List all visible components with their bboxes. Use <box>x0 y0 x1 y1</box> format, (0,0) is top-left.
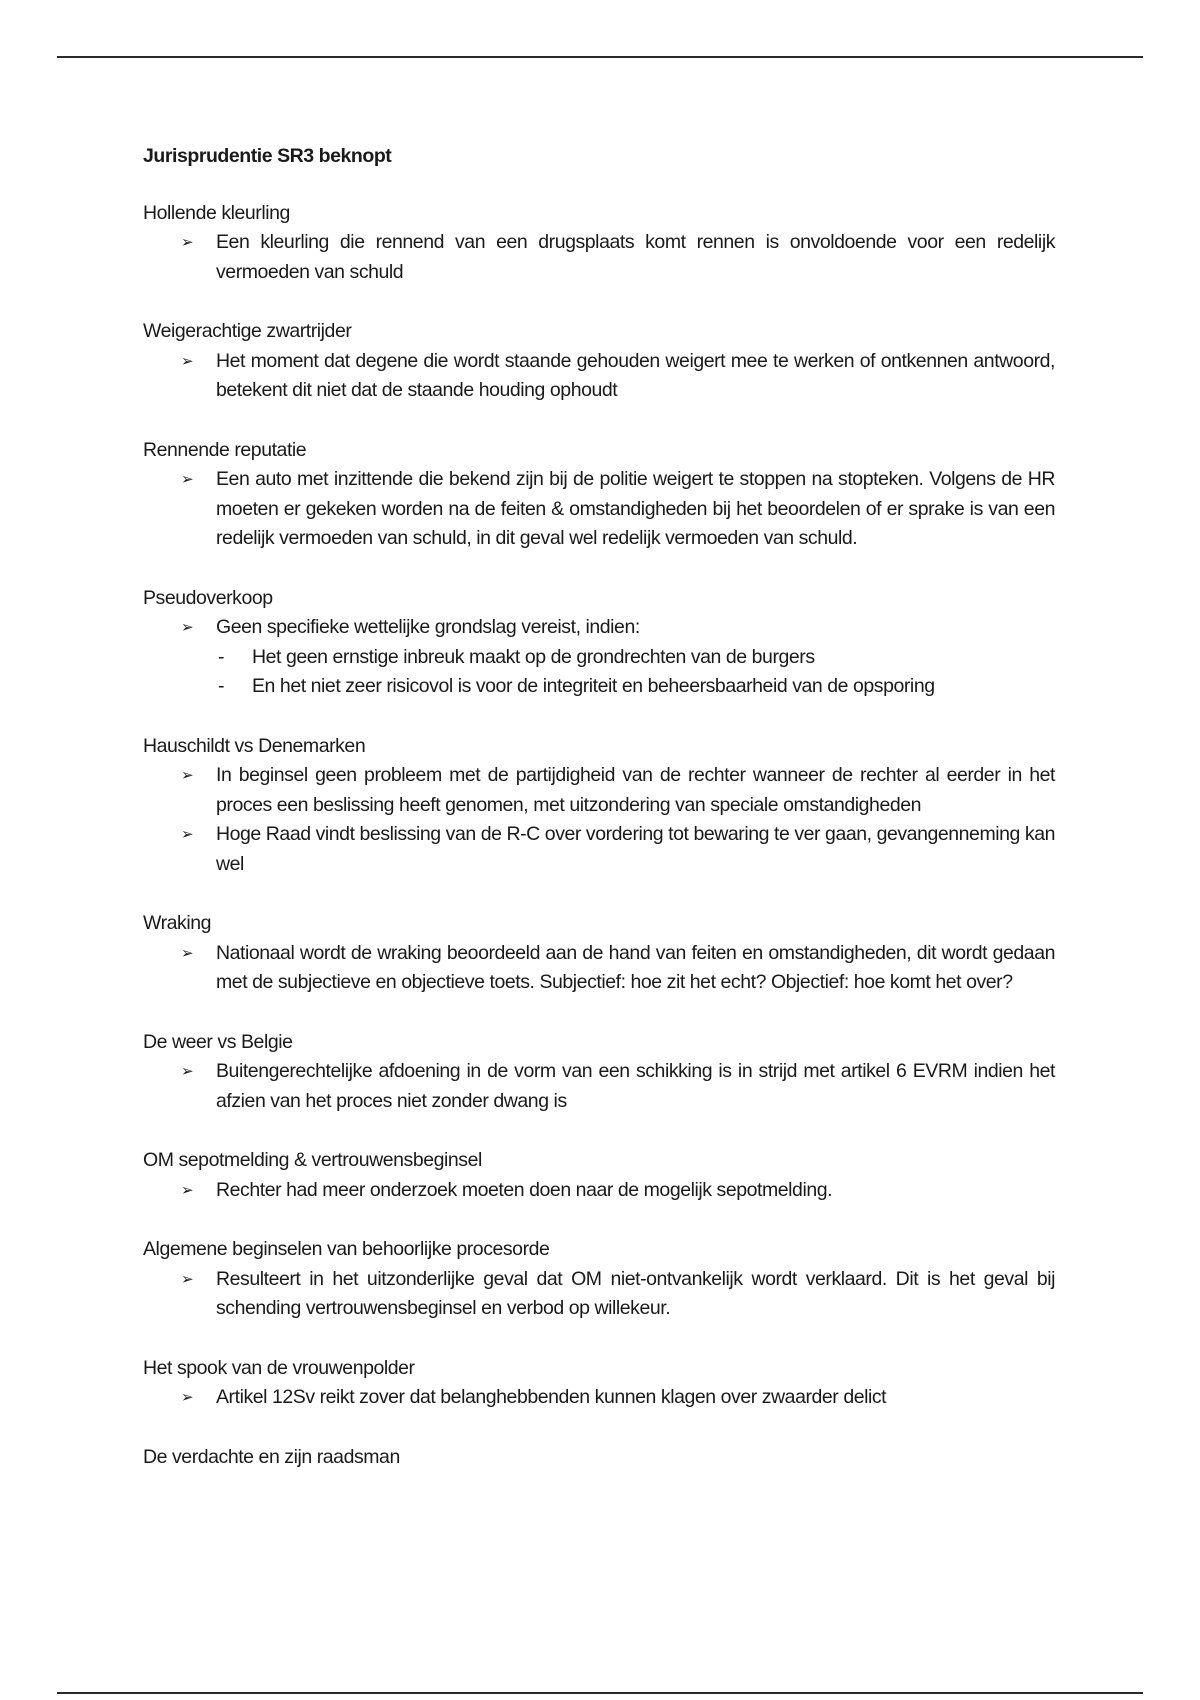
case-title: Algemene beginselen van behoorlijke procesorde <box>143 1238 550 1260</box>
arrow-bullet-icon: ➢ <box>181 234 194 251</box>
bullet-text: Buitengerechtelijke afdoening in de vorm van een schikking is in strijd met artikel 6 EVRM indien het afzien van het proces niet zonder dwang is <box>216 1060 1055 1112</box>
case-section <box>143 199 1055 288</box>
bullet-text: Hoge Raad vindt beslissing van de R-C over vordering tot bewaring te ver gaan, gevangenneming kan wel <box>216 823 1055 875</box>
arrow-bullet-icon: ➢ <box>181 619 194 636</box>
dash-bullet-icon: - <box>218 645 225 668</box>
arrow-bullet-icon: ➢ <box>181 1270 194 1288</box>
bullet-item <box>143 228 1055 287</box>
bullet-text: Resulteert in het uitzonderlijke geval dat OM niet-ontvankelijk wordt verklaard. Dit is het geval bij schending vertrouwensbeginsel en verbod op willekeur. <box>216 1267 1055 1319</box>
case-section <box>143 436 1055 554</box>
bullet-item <box>143 347 1055 406</box>
case-title: Het spook van de vrouwenpolder <box>143 1356 415 1379</box>
bullet-list <box>143 613 1055 702</box>
case-title: Hollende kleurling <box>143 201 290 224</box>
bullet-text: Geen specifieke wettelijke grondslag vereist, indien: <box>216 616 640 638</box>
bullet-item <box>143 939 1055 998</box>
case-section <box>143 1235 1055 1324</box>
document-body <box>143 142 1055 1502</box>
footer-rule <box>57 1692 1143 1694</box>
bullet-text: Artikel 12Sv reikt zover dat belanghebbenden kunnen klagen over zwaarder delict <box>216 1386 887 1408</box>
case-section <box>143 584 1055 702</box>
case-title: Hauschildt vs Denemarken <box>143 734 366 757</box>
arrow-bullet-icon: ➢ <box>181 944 194 962</box>
bullet-item <box>143 1265 1055 1324</box>
arrow-bullet-icon: ➢ <box>181 1389 194 1406</box>
case-title: Rennende reputatie <box>143 438 307 461</box>
case-sections <box>143 199 1055 1473</box>
case-title: De verdachte en zijn raadsman <box>143 1445 400 1468</box>
arrow-bullet-icon: ➢ <box>181 826 194 843</box>
bullet-list <box>143 761 1055 879</box>
sub-bullet-item <box>216 672 1055 702</box>
case-section <box>143 317 1055 406</box>
bullet-list <box>143 1057 1055 1116</box>
bullet-item <box>143 1057 1055 1116</box>
bullet-list <box>143 465 1055 554</box>
bullet-text: Een kleurling die rennend van een drugsplaats komt rennen is onvoldoende voor een redelijk vermoeden van schuld <box>216 231 1055 283</box>
case-section <box>143 1028 1055 1117</box>
bullet-text: Nationaal wordt de wraking beoordeeld aan de hand van feiten en omstandigheden, dit wordt gedaan met de subjectieve en objectieve toets. Subjectief: hoe zit het echt? Objectief: hoe komt het over? <box>216 941 1055 993</box>
sub-bullet-list <box>216 643 1055 702</box>
bullet-item <box>143 820 1055 879</box>
case-section <box>143 1443 1055 1473</box>
case-title: Wraking <box>143 912 212 934</box>
bullet-item <box>143 465 1055 554</box>
bullet-text: Een auto met inzittende die bekend zijn bij de politie weigert te stoppen na stopteken. Volgens de HR moeten er gekeken worden na de feiten & omstandigheden bij het beoordelen of er sprake is van een redelijk vermoeden van schuld, in dit geval wel redelijk vermoeden van schuld. <box>216 468 1055 549</box>
sub-bullet-item <box>216 643 1055 673</box>
bullet-list <box>143 347 1055 406</box>
bullet-list <box>143 1176 1055 1206</box>
bullet-list <box>143 228 1055 287</box>
bullet-item <box>143 761 1055 820</box>
bullet-list <box>143 1383 1055 1413</box>
case-title: De weer vs Belgie <box>143 1030 293 1053</box>
arrow-bullet-icon: ➢ <box>181 1063 194 1080</box>
dash-bullet-icon: - <box>218 675 225 697</box>
case-section <box>143 1354 1055 1413</box>
bullet-list <box>143 939 1055 998</box>
case-title: Pseudoverkoop <box>143 586 273 609</box>
case-section <box>143 909 1055 998</box>
bullet-item <box>143 1383 1055 1413</box>
sub-bullet-text: En het niet zeer risicovol is voor de integriteit en beheersbaarheid van de opsporing <box>252 675 935 697</box>
arrow-bullet-icon: ➢ <box>181 352 194 370</box>
arrow-bullet-icon: ➢ <box>181 767 194 784</box>
case-section <box>143 1146 1055 1205</box>
bullet-list <box>143 1265 1055 1324</box>
header-rule <box>57 56 1143 58</box>
sub-bullet-text: Het geen ernstige inbreuk maakt op de grondrechten van de burgers <box>252 645 815 668</box>
bullet-text: In beginsel geen probleem met de partijdigheid van de rechter wanneer de rechter al eerder in het proces een beslissing heeft genomen, met uitzondering van speciale omstandigheden <box>216 764 1055 816</box>
document-title: Jurisprudentie SR3 beknopt <box>143 145 392 167</box>
bullet-item <box>143 1176 1055 1206</box>
bullet-text: Rechter had meer onderzoek moeten doen naar de mogelijk sepotmelding. <box>216 1178 833 1201</box>
bullet-text: Het moment dat degene die wordt staande gehouden weigert mee te werken of ontkennen antwoord, betekent dit niet dat de staande houding ophoudt <box>216 349 1055 401</box>
case-section <box>143 732 1055 880</box>
arrow-bullet-icon: ➢ <box>181 471 194 488</box>
case-title: OM sepotmelding & vertrouwensbeginsel <box>143 1149 482 1171</box>
bullet-item <box>143 613 1055 702</box>
arrow-bullet-icon: ➢ <box>181 1181 194 1199</box>
case-title: Weigerachtige zwartrijder <box>143 320 352 342</box>
